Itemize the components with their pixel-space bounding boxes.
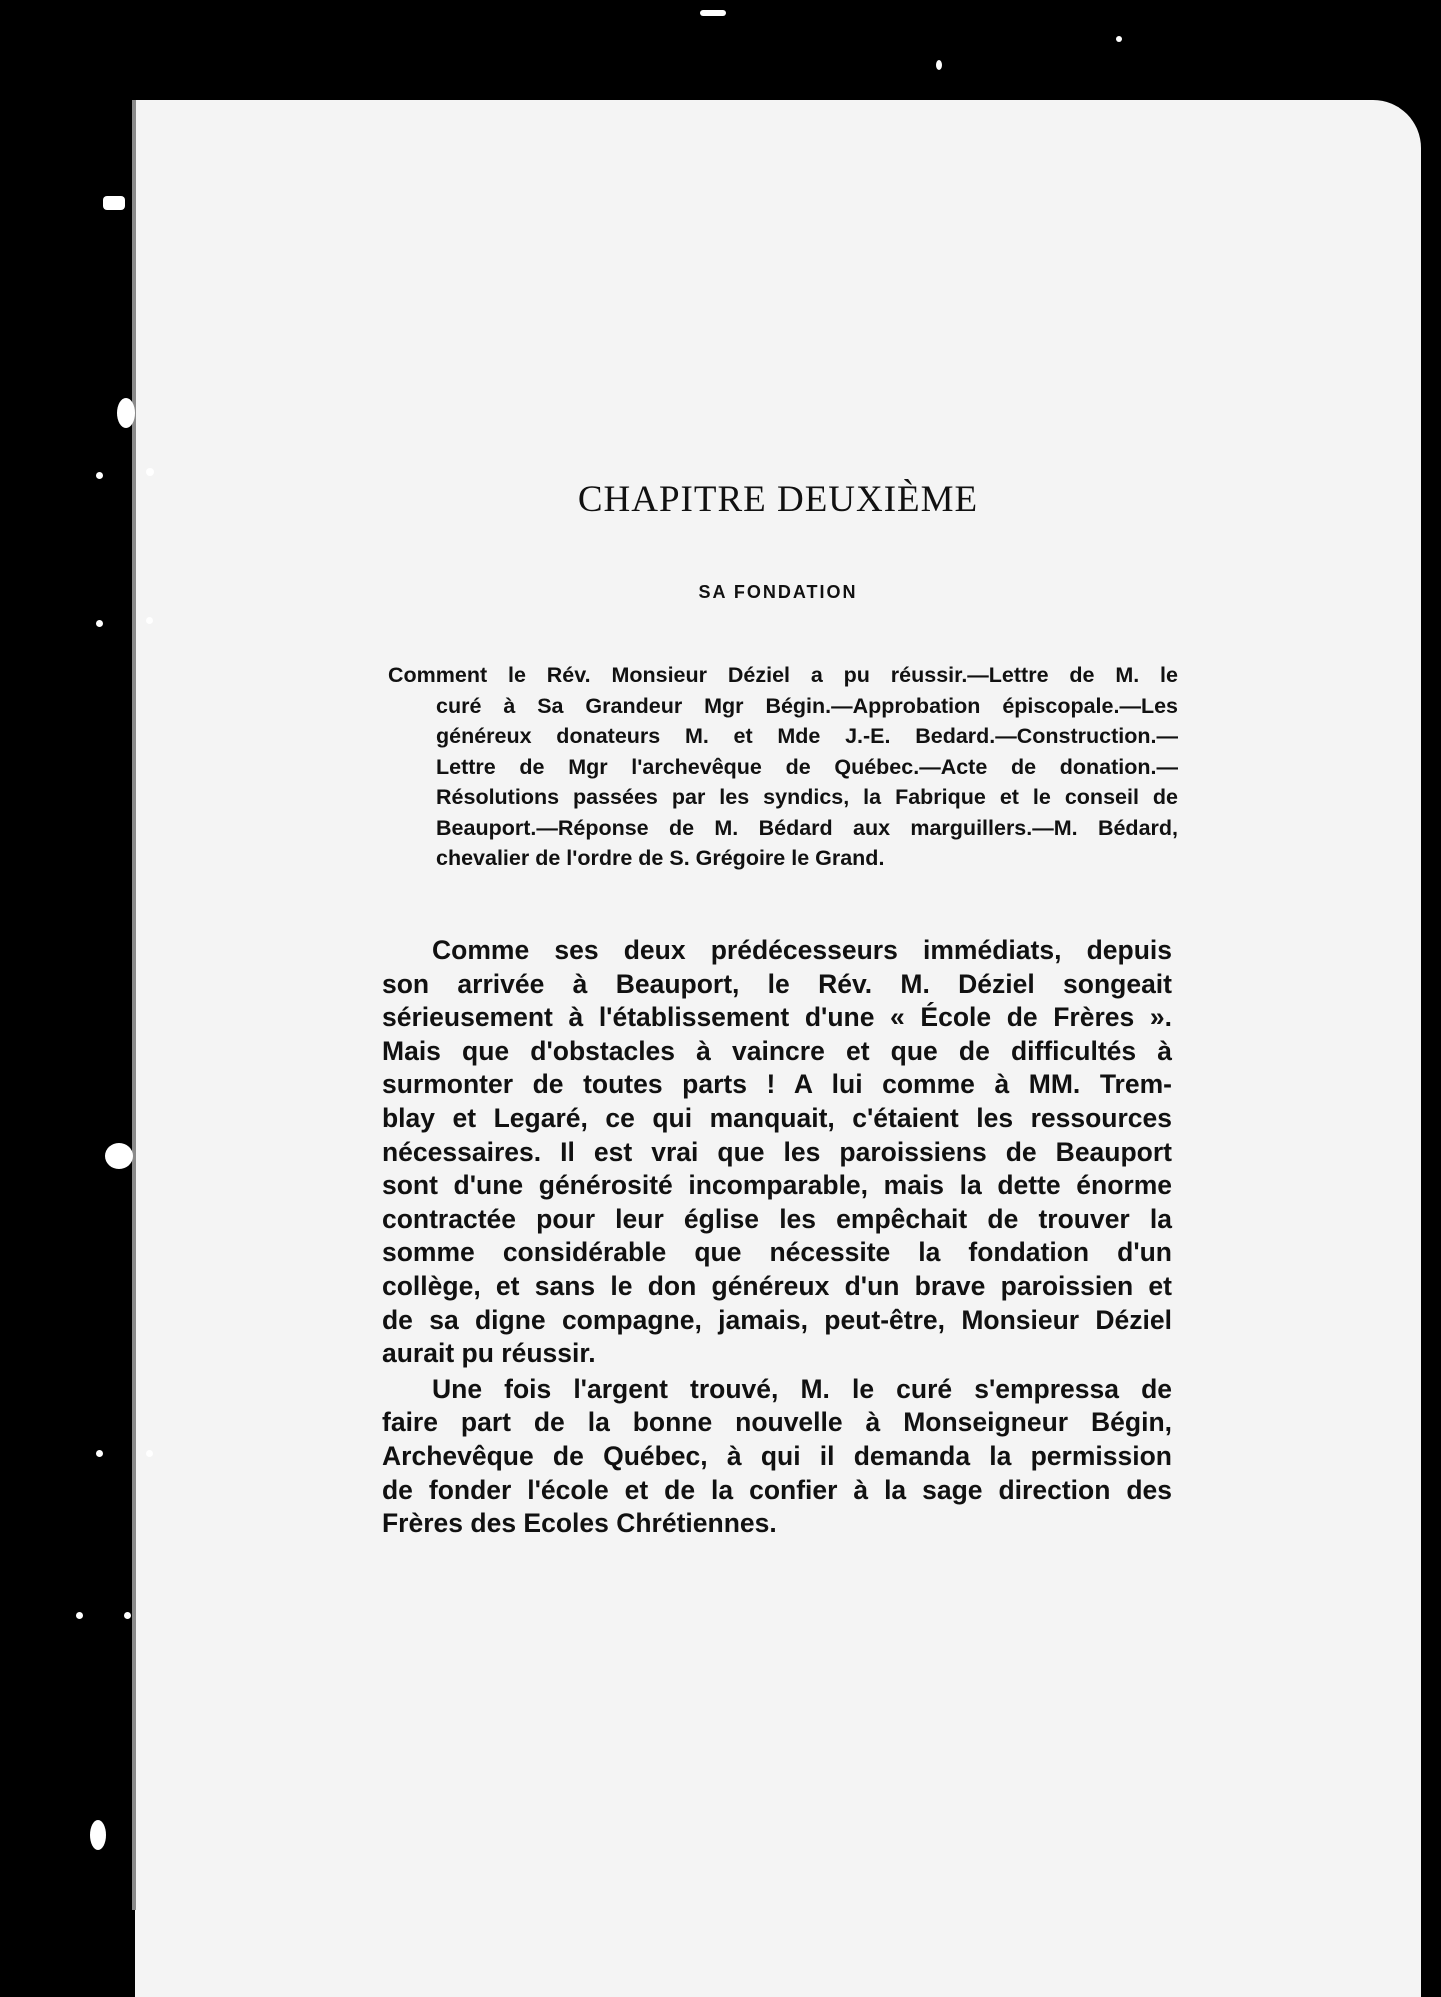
paragraph-line: Comme ses deux prédécesseurs immédiats, depuis (432, 935, 1172, 965)
summary-line: curé à Sa Grandeur Mgr Bégin.—Approbation épiscopale.—Les (436, 693, 1178, 718)
scan-artifact (700, 10, 726, 16)
paragraph-line: contractée pour leur église les empêchait de trouver la (382, 1203, 1172, 1234)
scan-artifact (146, 468, 154, 476)
paragraph-line: Archevêque de Québec, à qui il demanda la permission (382, 1440, 1172, 1471)
scan-artifact (96, 1450, 103, 1457)
body-text (382, 934, 1172, 1541)
scan-artifact (105, 1143, 133, 1169)
page-gutter-line (132, 100, 136, 1910)
paragraph-line: somme considérable que nécessite la fondation d'un (382, 1237, 1172, 1268)
paragraph-line: son arrivée à Beauport, le Rév. M. Déziel songeait (382, 968, 1172, 999)
summary-line: Beauport.—Réponse de M. Bédard aux marguillers.—M. Bédard, (436, 815, 1178, 840)
scan-artifact (124, 1612, 131, 1619)
paragraph-line: sont d'une générosité incomparable, mais la dette énorme (382, 1170, 1172, 1201)
scan-artifact (146, 1450, 153, 1457)
paragraph-line: blay et Legaré, ce qui manquait, c'étaient les ressources (382, 1102, 1172, 1133)
chapter-summary (388, 660, 1178, 874)
chapter-subtitle: SA FONDATION (698, 582, 858, 602)
scan-artifact (90, 1820, 106, 1850)
paragraph-line: Mais que d'obstacles à vaincre et que de difficultés à (382, 1035, 1172, 1066)
summary-line: généreux donateurs M. et Mde J.-E. Bedard.—Construction.— (436, 724, 1178, 748)
scan-artifact (117, 398, 135, 428)
chapter-title: CHAPITRE DEUXIÈME (577, 479, 979, 520)
paragraph-line: surmonter de toutes parts ! A lui comme à MM. Trem- (382, 1069, 1172, 1100)
scan-artifact (1116, 36, 1122, 42)
paragraph-line: sérieusement à l'établissement d'une « École de Frères ». (382, 1002, 1172, 1033)
paragraph-line: nécessaires. Il est vrai que les paroissiens de Beauport (382, 1136, 1172, 1167)
scan-artifact (146, 617, 153, 624)
scan-artifact (103, 196, 125, 210)
scan-artifact (76, 1612, 83, 1619)
scan-artifact (96, 620, 103, 627)
summary-line: chevalier de l'ordre de S. Grégoire le Grand. (436, 846, 885, 870)
summary-line: Résolutions passées par les syndics, la Fabrique et le conseil de (436, 785, 1178, 809)
paragraph-line: Frères des Ecoles Chrétiennes. (382, 1508, 777, 1539)
summary-line: Comment le Rév. Monsieur Déziel a pu réussir.—Lettre de M. le (388, 663, 1178, 687)
scan-artifact (96, 472, 103, 479)
summary-line: Lettre de Mgr l'archevêque de Québec.—Acte de donation.— (436, 754, 1178, 779)
paragraph-line: Une fois l'argent trouvé, M. le curé s'empressa de (432, 1373, 1172, 1404)
paragraph-line: collège, et sans le don généreux d'un brave paroissien et (382, 1270, 1172, 1301)
paragraph-line: aurait pu réussir. (382, 1338, 596, 1369)
scan-artifact (936, 60, 942, 70)
paragraph-line: de sa digne compagne, jamais, peut-être, Monsieur Déziel (382, 1304, 1172, 1335)
paragraph-line: de fonder l'école et de la confier à la sage direction des (382, 1474, 1172, 1505)
paragraph-line: faire part de la bonne nouvelle à Monseigneur Bégin, (382, 1407, 1172, 1438)
